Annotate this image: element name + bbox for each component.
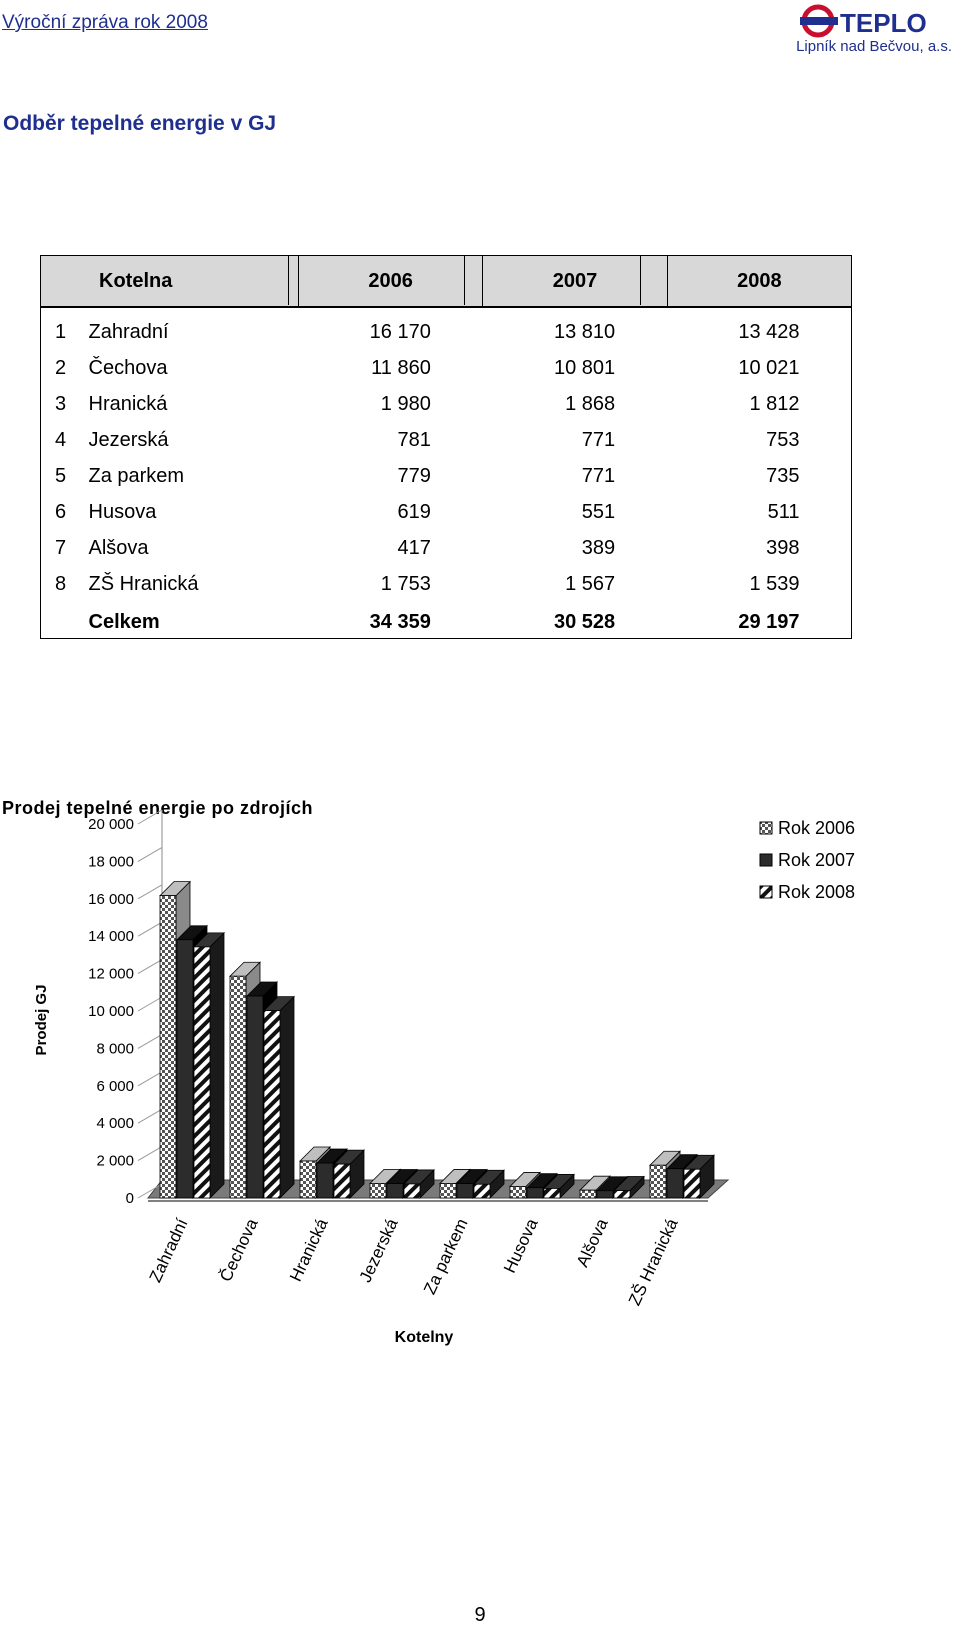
row-kotelna: ZŠ Hranická bbox=[88, 572, 199, 595]
bar-front bbox=[317, 1163, 333, 1198]
bar-front bbox=[300, 1161, 316, 1198]
row-kotelna: Hranická bbox=[88, 392, 168, 415]
row-2007: 1 868 bbox=[565, 392, 616, 415]
row-2008: 398 bbox=[766, 536, 800, 559]
legend-label: Rok 2006 bbox=[778, 818, 856, 838]
bar-front bbox=[510, 1186, 526, 1198]
y-tick-mark bbox=[138, 922, 162, 936]
row-2007: 10 801 bbox=[553, 356, 616, 379]
row-2007: 771 bbox=[581, 464, 616, 487]
bar-3 bbox=[194, 933, 224, 1198]
bar-front bbox=[684, 1169, 700, 1198]
bar-side bbox=[280, 997, 294, 1198]
total-2006: 34 359 bbox=[369, 610, 431, 633]
bar-front bbox=[194, 947, 210, 1198]
row-2006: 417 bbox=[397, 536, 431, 559]
y-tick-mark bbox=[138, 1072, 162, 1086]
row-kotelna: Alšova bbox=[88, 536, 149, 559]
table-header-row bbox=[41, 256, 852, 308]
row-2008: 1 539 bbox=[749, 572, 800, 595]
table-total-row bbox=[41, 602, 852, 642]
row-kotelna: Čechova bbox=[88, 356, 168, 379]
bar-front bbox=[474, 1184, 490, 1198]
header-separator bbox=[464, 255, 465, 305]
y-tick-label: 16 000 bbox=[88, 890, 134, 908]
heat-sales-chart bbox=[0, 816, 960, 1410]
bar-front bbox=[387, 1184, 403, 1198]
row-2008: 735 bbox=[766, 464, 800, 487]
y-tick-mark bbox=[138, 1109, 162, 1123]
row-kotelna: Husova bbox=[88, 500, 157, 523]
logo-text: TEPLO bbox=[840, 8, 927, 38]
bar-front bbox=[247, 996, 263, 1198]
y-tick-label: 12 000 bbox=[88, 965, 134, 983]
row-number: 3 bbox=[54, 392, 67, 415]
legend-label: Rok 2007 bbox=[778, 850, 856, 870]
bar-front bbox=[597, 1191, 613, 1198]
y-tick-label: 8 000 bbox=[96, 1040, 134, 1058]
chart-title: Prodej tepelné energie po zdrojích bbox=[2, 798, 314, 818]
table-row bbox=[41, 458, 852, 494]
row-2006: 1 753 bbox=[380, 572, 431, 595]
section-title: Odběr tepelné energie v GJ bbox=[3, 112, 277, 135]
total-2007: 30 528 bbox=[553, 610, 616, 633]
bar-front bbox=[440, 1183, 456, 1198]
bar-front bbox=[650, 1165, 666, 1198]
bar-front bbox=[614, 1191, 630, 1198]
y-tick-label: 14 000 bbox=[88, 928, 134, 946]
row-2008: 511 bbox=[767, 500, 800, 523]
bar-side bbox=[210, 933, 224, 1198]
teplo-logo bbox=[800, 3, 930, 39]
x-tick-label: ZŠ Hranická bbox=[624, 1215, 682, 1309]
table-row bbox=[41, 530, 852, 566]
y-axis-title: Prodej GJ bbox=[33, 984, 50, 1056]
legend-swatch bbox=[760, 886, 772, 898]
company-location: Lipník nad Bečvou, a.s. bbox=[796, 38, 952, 55]
bar-front bbox=[544, 1188, 560, 1198]
bar-front bbox=[404, 1184, 420, 1198]
x-tick-label: Jezerská bbox=[355, 1215, 402, 1286]
row-number: 1 bbox=[54, 320, 67, 343]
row-2008: 1 812 bbox=[749, 392, 800, 415]
total-label: Celkem bbox=[88, 610, 160, 633]
header-kotelna: Kotelna bbox=[41, 256, 299, 308]
total-num bbox=[41, 602, 81, 642]
table-row bbox=[41, 307, 852, 350]
y-tick-label: 10 000 bbox=[88, 1003, 134, 1020]
bar-front bbox=[177, 940, 193, 1198]
y-tick-mark bbox=[138, 1147, 162, 1161]
row-number: 7 bbox=[54, 536, 67, 559]
x-tick-label: Zahradní bbox=[145, 1215, 192, 1286]
bar-front bbox=[264, 1011, 280, 1198]
y-tick-label: 2 000 bbox=[96, 1152, 134, 1170]
row-number: 6 bbox=[54, 500, 67, 523]
table-row bbox=[41, 566, 852, 602]
row-2007: 771 bbox=[581, 428, 616, 451]
row-2007: 1 567 bbox=[565, 572, 616, 595]
x-tick-label: Alšova bbox=[572, 1215, 612, 1270]
row-number: 8 bbox=[54, 572, 67, 595]
bar-front bbox=[457, 1184, 473, 1198]
x-tick-label: Hranická bbox=[286, 1215, 332, 1285]
legend-swatch bbox=[760, 854, 772, 866]
legend-label: Rok 2008 bbox=[778, 882, 856, 902]
row-2008: 753 bbox=[766, 428, 800, 451]
header-2006: 2006 bbox=[299, 256, 483, 308]
y-tick-mark bbox=[138, 847, 162, 861]
row-2006: 779 bbox=[397, 464, 431, 487]
row-kotelna: Za parkem bbox=[88, 464, 185, 487]
table-row bbox=[41, 422, 852, 458]
y-tick-mark bbox=[138, 885, 162, 899]
y-tick-mark bbox=[138, 960, 162, 974]
bar-front bbox=[370, 1183, 386, 1198]
row-2006: 1 980 bbox=[380, 392, 431, 415]
row-2007: 551 bbox=[581, 500, 616, 523]
row-kotelna: Zahradní bbox=[88, 320, 169, 343]
heat-consumption-table bbox=[40, 255, 852, 642]
row-kotelna: Jezerská bbox=[88, 428, 169, 451]
bar-front bbox=[230, 976, 246, 1198]
y-tick-label: 4 000 bbox=[96, 1115, 134, 1133]
row-2006: 11 860 bbox=[371, 356, 431, 379]
row-number: 2 bbox=[54, 356, 67, 379]
x-tick-label: Čechova bbox=[216, 1215, 262, 1285]
x-tick-label: Za parkem bbox=[420, 1215, 472, 1298]
row-2008: 10 021 bbox=[738, 356, 800, 379]
y-tick-label: 20 000 bbox=[88, 816, 134, 833]
header-separator bbox=[640, 255, 641, 305]
bar-front bbox=[160, 896, 176, 1198]
y-tick-mark bbox=[138, 997, 162, 1011]
header-2007: 2007 bbox=[483, 256, 667, 308]
row-2006: 16 170 bbox=[369, 320, 431, 343]
total-2008: 29 197 bbox=[738, 610, 800, 633]
y-tick-label: 6 000 bbox=[96, 1077, 134, 1095]
legend-swatch bbox=[760, 822, 772, 834]
table-row bbox=[41, 350, 852, 386]
y-tick-label: 0 bbox=[125, 1190, 134, 1207]
bar-front bbox=[667, 1169, 683, 1198]
table-row bbox=[41, 494, 852, 530]
bar-3 bbox=[264, 997, 294, 1198]
row-number: 4 bbox=[54, 428, 67, 451]
header-2008: 2008 bbox=[667, 256, 851, 308]
x-axis-title: Kotelny bbox=[394, 1329, 454, 1346]
row-2008: 13 428 bbox=[738, 320, 800, 343]
row-2006: 619 bbox=[397, 500, 431, 523]
bar-front bbox=[527, 1188, 543, 1198]
page-number: 9 bbox=[474, 1604, 486, 1626]
row-2007: 389 bbox=[581, 536, 616, 559]
bar-front bbox=[580, 1190, 596, 1198]
row-number: 5 bbox=[54, 464, 67, 487]
row-2007: 13 810 bbox=[553, 320, 616, 343]
y-tick-label: 18 000 bbox=[88, 853, 134, 871]
row-2006: 781 bbox=[397, 428, 431, 451]
report-title: Výroční zpráva rok 2008 bbox=[2, 12, 208, 33]
table-row bbox=[41, 386, 852, 422]
bar-front bbox=[334, 1164, 350, 1198]
y-tick-mark bbox=[138, 1034, 162, 1048]
x-tick-label: Husova bbox=[500, 1215, 542, 1276]
header-separator bbox=[288, 255, 289, 305]
